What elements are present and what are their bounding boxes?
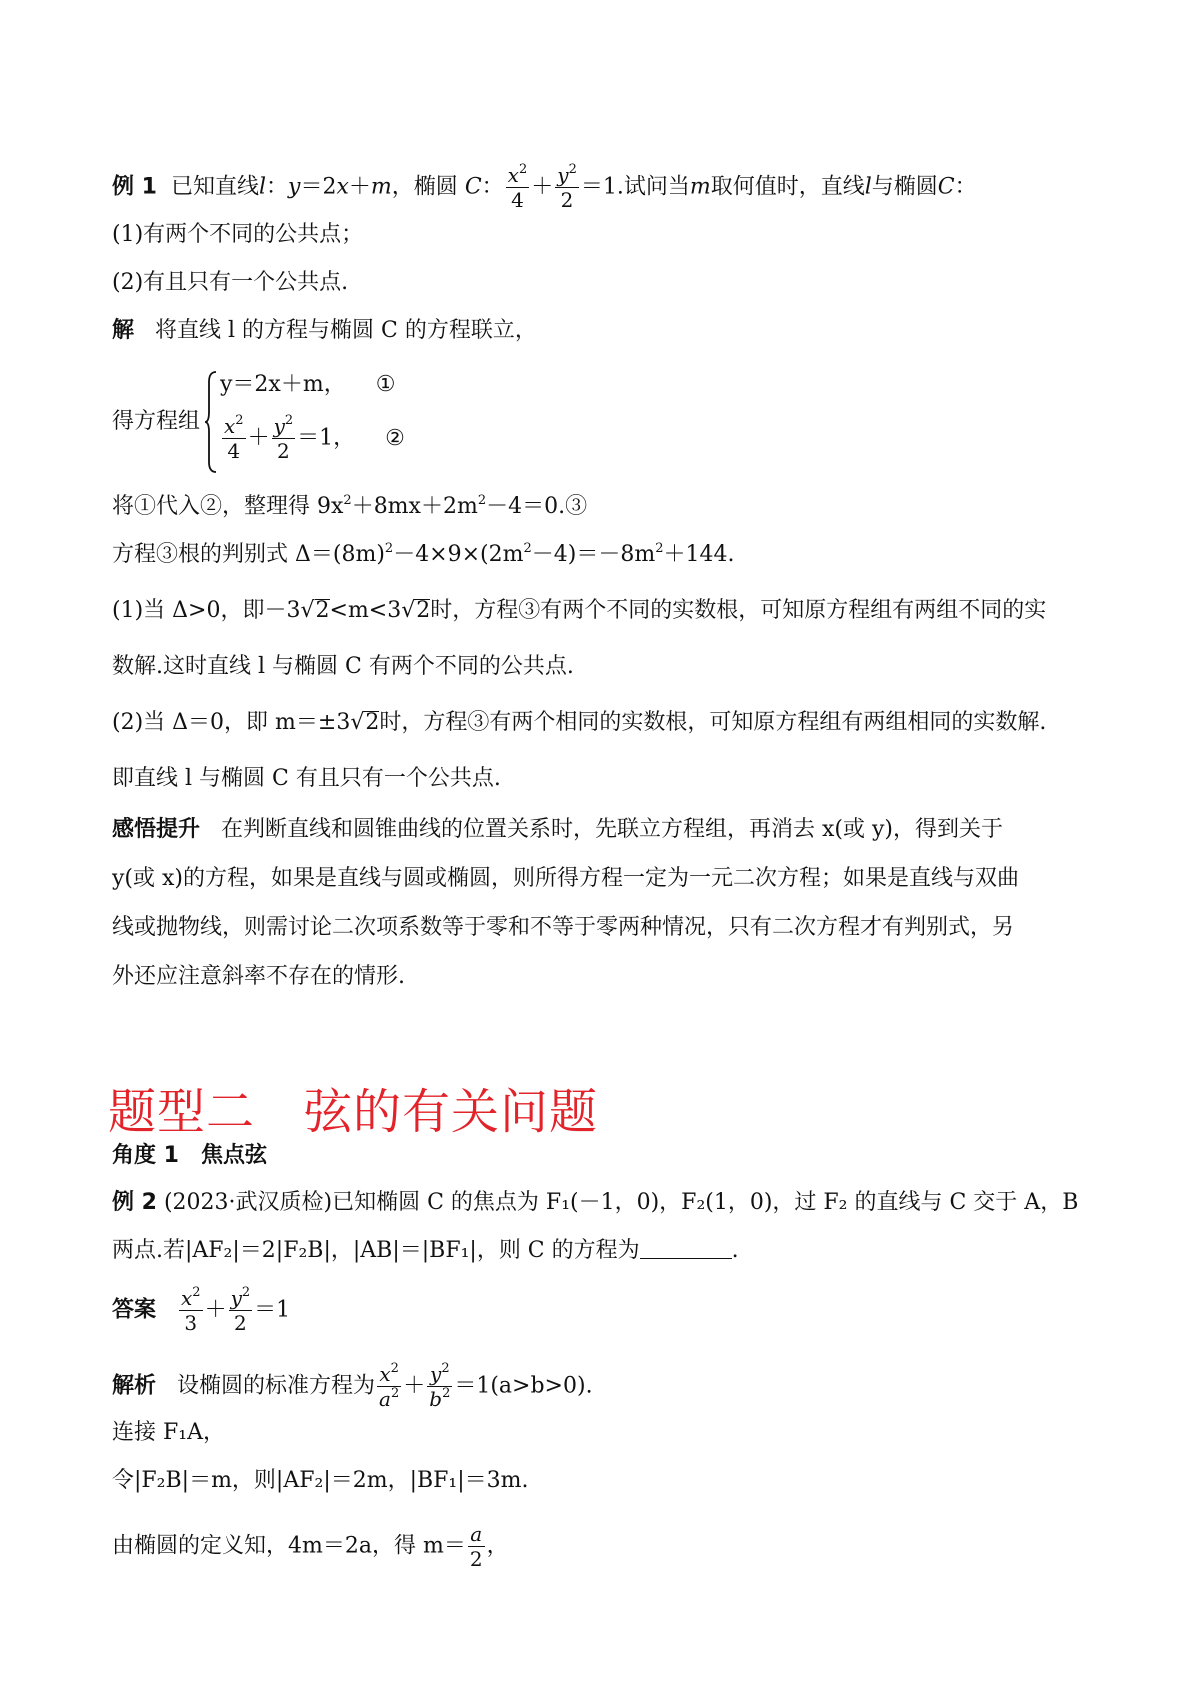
- sqrt-value: 2: [416, 598, 431, 623]
- sys-y: y: [273, 414, 285, 438]
- disc-b: －4×9×(2m: [393, 542, 524, 567]
- fraction-x2-over-4: $\frac{x^2}{4}$: [507, 162, 528, 212]
- insight-line1: [112, 815, 1003, 845]
- example1-label: 例 1: [112, 174, 157, 200]
- answer-blank: [640, 1238, 732, 1259]
- tag-2: ②: [385, 425, 405, 451]
- case2-a: (2)当 Δ＝0，即 m＝±3: [112, 710, 351, 735]
- sqrt-icon: √: [300, 598, 315, 623]
- disc-a: 方程③根的判别式 Δ＝(8m): [112, 542, 385, 567]
- system-eq2-tail: ＝1，: [297, 425, 356, 451]
- ans-tail: ＝1: [254, 1297, 291, 1323]
- system-eq1: y＝2x＋m，: [220, 372, 346, 397]
- def-fraction: [468, 1522, 485, 1571]
- analysis-text: 设椭圆的标准方程为: [177, 1373, 376, 1399]
- sqrt-value: 2: [315, 598, 330, 623]
- solution-intro: [112, 316, 537, 346]
- definition-line: [112, 1522, 509, 1571]
- ex1-plus2: ＋: [531, 174, 554, 200]
- frac-y: y: [557, 163, 569, 187]
- sub-a: 将①代入②，整理得 9x: [112, 494, 344, 519]
- def-den: 2: [469, 1547, 483, 1571]
- discriminant-line: 方程③根的判别式 $\Delta=(8m)^2-4\times 9\times(2m^2-4)=-8m^2+144$.: [112, 541, 735, 567]
- sys-fraction-x: $\frac{x^2}{4}$: [224, 413, 244, 463]
- ex1-colon3: ：: [954, 174, 977, 200]
- angle-heading: 角度 1 焦点弦: [112, 1143, 267, 1168]
- substitution-line: 将①代入②，整理得 $9x^2+8mx+2m^2-4=0.③$: [112, 493, 588, 519]
- ex1-var-y: y: [288, 174, 301, 200]
- frac-2: 2: [560, 188, 574, 212]
- left-brace-icon: [204, 370, 218, 474]
- frac-4: 4: [511, 188, 524, 212]
- example2-period: .: [731, 1238, 739, 1263]
- analysis-fraction-y: $\frac{y^2}{b^2}$: [429, 1361, 451, 1411]
- insight-line2: y(或 x)的方程，如果是直线与圆或椭圆，则所得方程一定为一元二次方程；如果是直线与双曲: [112, 866, 1019, 891]
- section-title: 题型二 弦的有关问题: [108, 1084, 599, 1140]
- example2-label: 例 2: [112, 1190, 157, 1215]
- example2-text-2: 两点.若|AF₂|＝2|F₂B|，|AB|＝|BF₁|，则 C 的方程为: [112, 1238, 640, 1263]
- sub-b: ＋8mx＋2m: [351, 494, 478, 519]
- case2-line1: [112, 708, 1046, 738]
- ex1-text-e: 与椭圆: [871, 174, 938, 200]
- tag-1: ①: [375, 372, 396, 397]
- case1-c: 时，方程③有两个不同的实数根，可知原方程组有两组不同的实: [430, 598, 1047, 623]
- system-row-2: [220, 414, 405, 463]
- ex1-var-l: l: [258, 174, 267, 200]
- disc-c: －4)＝－8m: [531, 542, 656, 567]
- sub-c: －4＝0.③: [486, 494, 588, 519]
- ans-x: x: [181, 1286, 193, 1310]
- case2-b: 时，方程③有两个相同的实数根，可知原方程组有两组相同的实数解.: [379, 710, 1047, 735]
- an-y: y: [430, 1362, 442, 1386]
- analysis-label: 解析: [112, 1373, 157, 1399]
- sqrt-value: 2: [365, 710, 380, 735]
- question-1: (1)有两个不同的公共点；: [112, 222, 364, 247]
- an-a: a: [379, 1387, 391, 1411]
- sys-x: x: [224, 414, 236, 438]
- sys-2: 2: [277, 439, 290, 463]
- def-num: a: [468, 1522, 485, 1547]
- ans-y: y: [230, 1286, 242, 1310]
- answer-line: [112, 1286, 290, 1335]
- ex1-colon: ：: [266, 174, 289, 200]
- ex1-text-c: ＝1.试问当: [580, 174, 690, 200]
- case1-b: <m<3: [329, 598, 402, 623]
- ex1-text-a: 已知直线: [170, 174, 259, 200]
- system-row-1: [220, 370, 395, 400]
- sqrt-icon: √: [350, 710, 365, 735]
- insight-line4: 外还应注意斜率不存在的情形.: [112, 964, 405, 989]
- case1-line1: [112, 596, 1046, 626]
- let-line: 令|F₂B|＝m，则|AF₂|＝2m，|BF₁|＝3m.: [112, 1468, 529, 1493]
- ans-2: 2: [234, 1311, 247, 1335]
- ex1-var-l2: l: [864, 174, 872, 200]
- example2-line1: [112, 1188, 1078, 1218]
- case2-line2: 即直线 l 与椭圆 C 有且只有一个公共点.: [112, 766, 501, 791]
- ex1-var-m2: m: [689, 174, 711, 200]
- sys-plus: ＋: [247, 425, 270, 451]
- ex1-var-C2: C: [937, 174, 955, 200]
- sys-4: 4: [227, 439, 241, 463]
- example1-statement: [112, 163, 977, 212]
- insight-line3: 线或抛物线，则需讨论二次项系数等于零和不等于零两种情况，只有二次方程才有判别式，另: [112, 915, 1015, 940]
- answer-label: 答案: [112, 1297, 157, 1323]
- an-tail: ＝1(a>b>0).: [454, 1373, 593, 1399]
- def-tail: ，: [486, 1533, 509, 1559]
- sys-fraction-y: $\frac{y^2}{2}$: [273, 413, 294, 463]
- example2-text-1: (2023·武汉质检)已知椭圆 C 的焦点为 F₁(－1，0)，F₂(1，0)，过 F₂ 的直线与 C 交于 A，B: [163, 1190, 1079, 1215]
- case1-a: (1)当 Δ>0，即－3: [112, 598, 301, 623]
- insight-text-1: 在判断直线和圆锥曲线的位置关系时，先联立方程组，再消去 x(或 y)，得到关于: [221, 817, 1003, 842]
- fraction-y2-over-2: $\frac{y^2}{2}$: [557, 162, 577, 212]
- ex1-plus: ＋: [348, 174, 371, 200]
- solution-line1: 将直线 l 的方程与椭圆 C 的方程联立，: [155, 318, 537, 343]
- an-plus: ＋: [403, 1373, 426, 1399]
- ex1-colon2: ：: [481, 174, 504, 200]
- frac-x: x: [507, 163, 519, 187]
- ex1-var-x: x: [336, 174, 349, 200]
- answer-fraction-x: $\frac{x^2}{3}$: [181, 1285, 201, 1335]
- an-x: x: [379, 1362, 391, 1386]
- analysis-line: [112, 1362, 593, 1411]
- example2-line2: [112, 1236, 739, 1266]
- answer-fraction-y: $\frac{y^2}{2}$: [230, 1285, 251, 1335]
- link-line: 连接 F₁A，: [112, 1420, 225, 1445]
- system-label: 得方程组: [112, 409, 201, 434]
- ex1-var-m: m: [370, 174, 392, 200]
- def-text: 由椭圆的定义知，4m＝2a，得 m＝: [112, 1533, 466, 1559]
- insight-label: 感悟提升: [112, 817, 201, 842]
- ans-3: 3: [184, 1311, 198, 1335]
- disc-d: ＋144.: [663, 542, 735, 567]
- ex1-text-b: ，椭圆: [391, 174, 458, 200]
- ex1-eq: ＝2: [300, 174, 337, 200]
- analysis-fraction-x: $\frac{x^2}{a^2}$: [379, 1361, 400, 1411]
- question-2: (2)有且只有一个公共点.: [112, 270, 349, 295]
- solution-label: 解: [112, 318, 135, 343]
- case1-line2: 数解.这时直线 l 与椭圆 C 有两个不同的公共点.: [112, 654, 574, 679]
- ans-plus: ＋: [204, 1297, 227, 1323]
- sqrt-icon: √: [401, 598, 416, 623]
- an-b: b: [429, 1387, 443, 1411]
- ex1-text-d: 取何值时，直线: [710, 174, 865, 200]
- ex1-var-C: C: [464, 174, 482, 200]
